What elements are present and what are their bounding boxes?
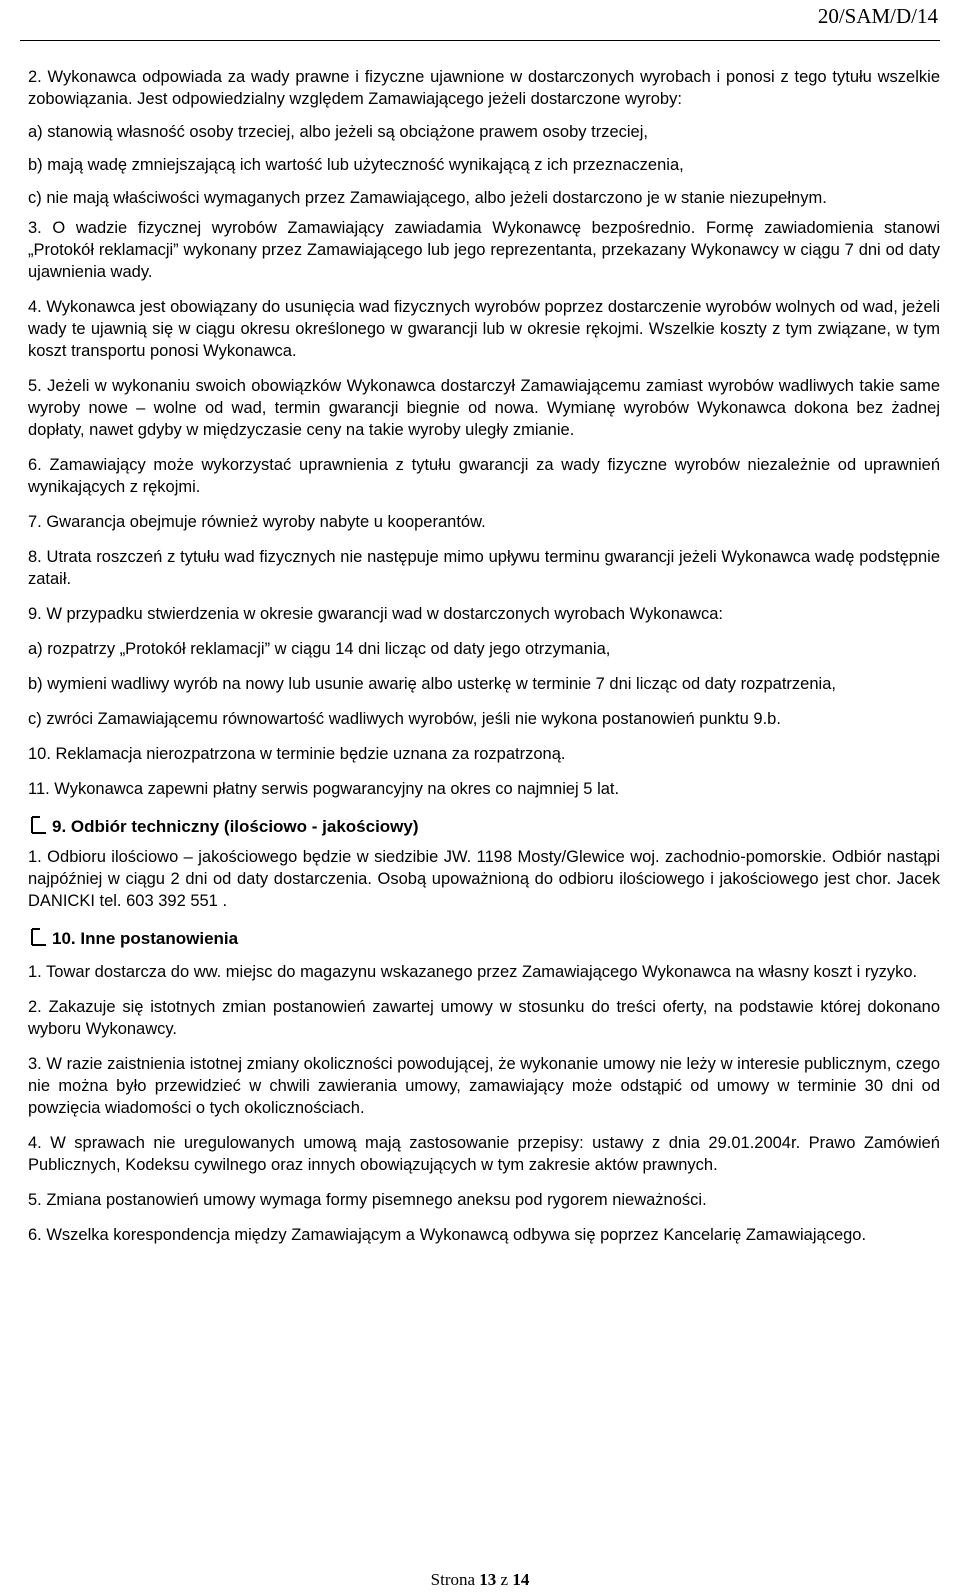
paragraph-7: 7. Gwarancja obejmuje również wyroby nabyte u kooperantów. bbox=[28, 513, 486, 531]
paragraph-2a: a) stanowią własność osoby trzeciej, albo jeżeli są obciążone prawem osoby trzeciej, bbox=[28, 123, 648, 141]
paragraph-9c: c) zwróci Zamawiającemu równowartość wadliwych wyrobów, jeśli nie wykona postanowień punktu 9.b. bbox=[28, 710, 781, 728]
paragraph-9a: a) rozpatrzy „Protokół reklamacji” w ciągu 14 dni licząc od daty jego otrzymania, bbox=[28, 640, 611, 658]
current-page-number: 13 bbox=[479, 1570, 497, 1589]
paragraph-6: 6. Zamawiający może wykorzystać uprawnienia z tytułu gwarancji za wady fizyczne wyrobów niezależnie od uprawnień wynikających z rękojmi. bbox=[28, 456, 940, 496]
page-header bbox=[0, 0, 960, 40]
section-9-paragraph-1: 1. Odbioru ilościowo – jakościowego będzie w siedzibie JW. 1198 Mosty/Glewice woj. zachodnio-pomorskie. Odbiór nastąpi najpóźniej w ciągu 2 dni od daty dostarczenia. Osobą upoważnioną do odbioru ilościowego i jakościowego jest chor. Jacek DANICKI tel. 603 392 551 . bbox=[28, 848, 940, 910]
paragraph-2c: c) nie mają właściwości wymaganych przez Zamawiającego, albo jeżeli dostarczono je w stanie niezupełnym. bbox=[28, 189, 827, 207]
page-separator: z bbox=[500, 1570, 509, 1589]
section-9-title: 9. Odbiór techniczny (ilościowo - jakościowy) bbox=[52, 817, 419, 836]
page-footer bbox=[0, 1570, 960, 1590]
section-10-paragraph-1: 1. Towar dostarcza do ww. miejsc do magazynu wskazanego przez Zamawiającego Wykonawca na własny koszt i ryzyko. bbox=[28, 963, 918, 981]
section-10-paragraph-6: 6. Wszelka korespondencja między Zamawiającym a Wykonawcą odbywa się poprzez Kancelarię Zamawiającego. bbox=[28, 1226, 867, 1244]
paragraph-9: 9. W przypadku stwierdzenia w okresie gwarancji wad w dostarczonych wyrobach Wykonawca: bbox=[28, 605, 723, 623]
paragraph-10: 10. Reklamacja nierozpatrzona w terminie będzie uznana za rozpatrzoną. bbox=[28, 745, 566, 763]
document-id: 20/SAM/D/14 bbox=[817, 4, 938, 28]
section-marker-icon bbox=[28, 814, 50, 836]
paragraph-9b: b) wymieni wadliwy wyrób na nowy lub usunie awarię albo usterkę w terminie 7 dni licząc od daty rozpatrzenia, bbox=[28, 675, 836, 693]
total-pages-number: 14 bbox=[512, 1570, 530, 1589]
paragraph-11: 11. Wykonawca zapewni płatny serwis pogwarancyjny na okres co najmniej 5 lat. bbox=[28, 780, 620, 798]
paragraph-2b: b) mają wadę zmniejszającą ich wartość lub użyteczność wynikającą z ich przeznaczenia, bbox=[28, 156, 684, 174]
page-label: Strona bbox=[430, 1570, 476, 1589]
section-10-heading bbox=[28, 926, 940, 950]
section-9-heading bbox=[28, 814, 940, 838]
paragraph-3: 3. O wadzie fizycznej wyrobów Zamawiający zawiadamia Wykonawcę bezpośrednio. Formę zawiadomienia stanowi „Protokół reklamacji” wykonany przez Zamawiającego lub jego reprezentanta, przekazany Wykonawcy w ciągu 7 dni od daty ujawnienia wady. bbox=[28, 219, 940, 281]
paragraph-2: 2. Wykonawca odpowiada za wady prawne i fizyczne ujawnione w dostarczonych wyrobach i ponosi z tego tytułu wszelkie zobowiązania. Jest odpowiedzialny względem Zamawiającego jeżeli dostarczone wyroby: bbox=[28, 68, 940, 108]
document-body bbox=[28, 66, 940, 1246]
section-10-title: 10. Inne postanowienia bbox=[52, 929, 239, 948]
header-rule bbox=[20, 40, 940, 41]
section-10-paragraph-3: 3. W razie zaistnienia istotnej zmiany okoliczności powodującej, że wykonanie umowy nie leży w interesie publicznym, czego nie można było przewidzieć w chwili zawierania umowy, zamawiający może odstąpić od umowy w terminie 30 dni od powzięcia wiadomości o tych okolicznościach. bbox=[28, 1055, 940, 1117]
paragraph-4: 4. Wykonawca jest obowiązany do usunięcia wad fizycznych wyrobów poprzez dostarczenie wyrobów wolnych od wad, jeżeli wady te ujawnią się w ciągu okresu określonego w gwarancji lub w okresie rękojmi. Wszelkie koszty z tym związane, w tym koszt transportu ponosi Wykonawca. bbox=[28, 298, 940, 360]
section-10-paragraph-5: 5. Zmiana postanowień umowy wymaga formy pisemnego aneksu pod rygorem nieważności. bbox=[28, 1191, 707, 1209]
paragraph-5: 5. Jeżeli w wykonaniu swoich obowiązków Wykonawca dostarczył Zamawiającemu zamiast wyrobów wadliwych takie same wyroby nowe – wolne od wad, termin gwarancji biegnie od nowa. Wymianę wyrobów Wykonawca dokona bez żadnej dopłaty, nawet gdyby w międzyczasie ceny na takie wyroby uległy zmianie. bbox=[28, 377, 940, 439]
paragraph-8: 8. Utrata roszczeń z tytułu wad fizycznych nie następuje mimo upływu terminu gwarancji jeżeli Wykonawca wadę podstępnie zataił. bbox=[28, 548, 940, 588]
section-10-paragraph-2: 2. Zakazuje się istotnych zmian postanowień zawartej umowy w stosunku do treści oferty, na podstawie której dokonano wyboru Wykonawcy. bbox=[28, 998, 940, 1038]
section-marker-icon bbox=[28, 926, 50, 948]
section-10-paragraph-4: 4. W sprawach nie uregulowanych umową mają zastosowanie przepisy: ustawy z dnia 29.01.2004r. Prawo Zamówień Publicznych, Kodeksu cywilnego oraz innych obowiązujących w tym zakresie aktów prawnych. bbox=[28, 1134, 940, 1174]
